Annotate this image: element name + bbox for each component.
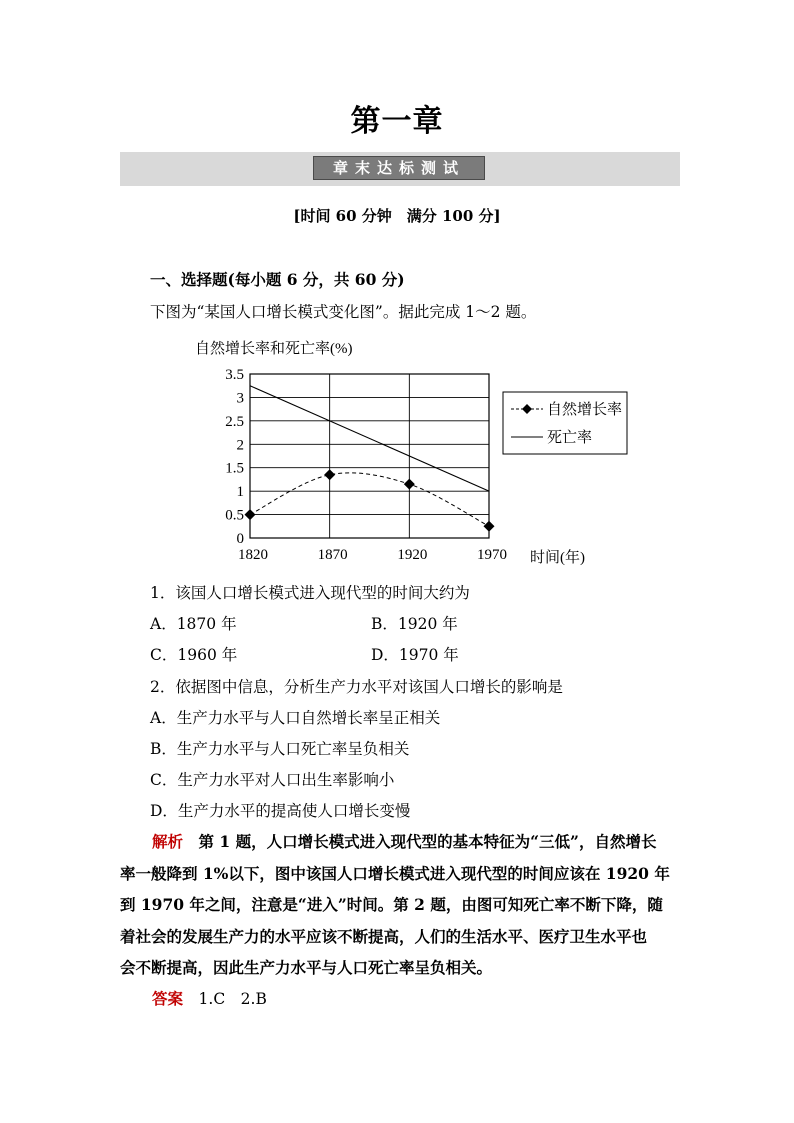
analysis-line: 会不断提高，因此生产力水平与人口死亡率呈负相关。 (120, 958, 493, 977)
natural-growth-point (484, 521, 495, 532)
y-tick-label: 3 (236, 390, 244, 407)
death-rate-line (250, 386, 489, 491)
question-2-stem: 2．依据图中信息，分析生产力水平对该国人口增长的影响是 (150, 678, 563, 696)
natural-growth-curve (250, 473, 489, 526)
x-tick-label: 1920 (397, 547, 428, 563)
intro-text: 下图为“某国人口增长模式变化图”。据此完成 1～2 题。 (150, 303, 537, 321)
chart-svg (0, 330, 794, 575)
x-axis-label: 时间(年) (530, 550, 585, 566)
analysis-label: 解析 (152, 832, 184, 851)
question-1-option-d: D．1970 年 (371, 646, 459, 664)
question-1-stem: 1．该国人口增长模式进入现代型的时间大约为 (150, 584, 470, 602)
y-tick-label: 2 (236, 437, 244, 454)
y-tick-label: 1 (236, 484, 244, 501)
analysis-line: 到 1970 年之间，注意是“进入”时间。第 2 题，由图可知死亡率不断下降，随 (120, 895, 663, 914)
y-tick-label: 0 (236, 531, 244, 547)
question-2-option-d: D．生产力水平的提高使人口增长变慢 (150, 802, 411, 820)
question-2-option-b: B．生产力水平与人口死亡率呈负相关 (150, 740, 410, 758)
question-1-option-a: A．1870 年 (150, 615, 237, 633)
analysis-line: 第 1 题，人口增长模式进入现代型的基本特征为“三低”，自然增长 (198, 832, 657, 851)
analysis-line: 率一般降到 1%以下，图中该国人口增长模式进入现代型的时间应该在 1920 年 (120, 863, 670, 883)
x-tick-label: 1870 (317, 547, 348, 563)
question-2-option-a: A．生产力水平与人口自然增长率呈正相关 (150, 709, 441, 727)
section-heading: 一、选择题(每小题 6 分，共 60 分) (150, 270, 405, 289)
analysis-block (120, 826, 678, 984)
y-tick-label: 2.5 (225, 413, 244, 430)
natural-growth-point (404, 479, 415, 490)
x-tick-label: 1820 (238, 547, 268, 563)
question-2-option-c: C．生产力水平对人口出生率影响小 (150, 771, 395, 789)
legend-label-natural-growth: 自然增长率 (547, 402, 623, 418)
answer-text: 1.C 2.B (198, 990, 267, 1008)
legend-label-death-rate: 死亡率 (547, 430, 593, 446)
time-info: [时间 60 分钟 满分 100 分] (293, 207, 501, 225)
natural-growth-point (245, 509, 256, 520)
answer-block (152, 987, 267, 1009)
natural-growth-point (324, 469, 335, 480)
x-tick-label: 1970 (477, 547, 507, 563)
y-tick-label: 1.5 (225, 460, 244, 477)
answer-label: 答案 (152, 989, 184, 1008)
section-banner (120, 152, 680, 186)
y-axis-label: 自然增长率和死亡率(%) (195, 341, 353, 357)
question-1-option-b: B．1920 年 (371, 615, 458, 633)
banner-label: 章末达标测试 (313, 156, 485, 180)
y-tick-label: 3.5 (225, 367, 244, 383)
plot-frame (250, 374, 489, 538)
y-tick-label: 0.5 (225, 507, 244, 524)
population-chart (0, 330, 794, 575)
chapter-title: 第一章 (350, 104, 444, 139)
question-1-option-c: C．1960 年 (150, 646, 238, 664)
analysis-line: 着社会的发展生产力的水平应该不断提高，人们的生活水平、医疗卫生水平也 (120, 926, 648, 946)
